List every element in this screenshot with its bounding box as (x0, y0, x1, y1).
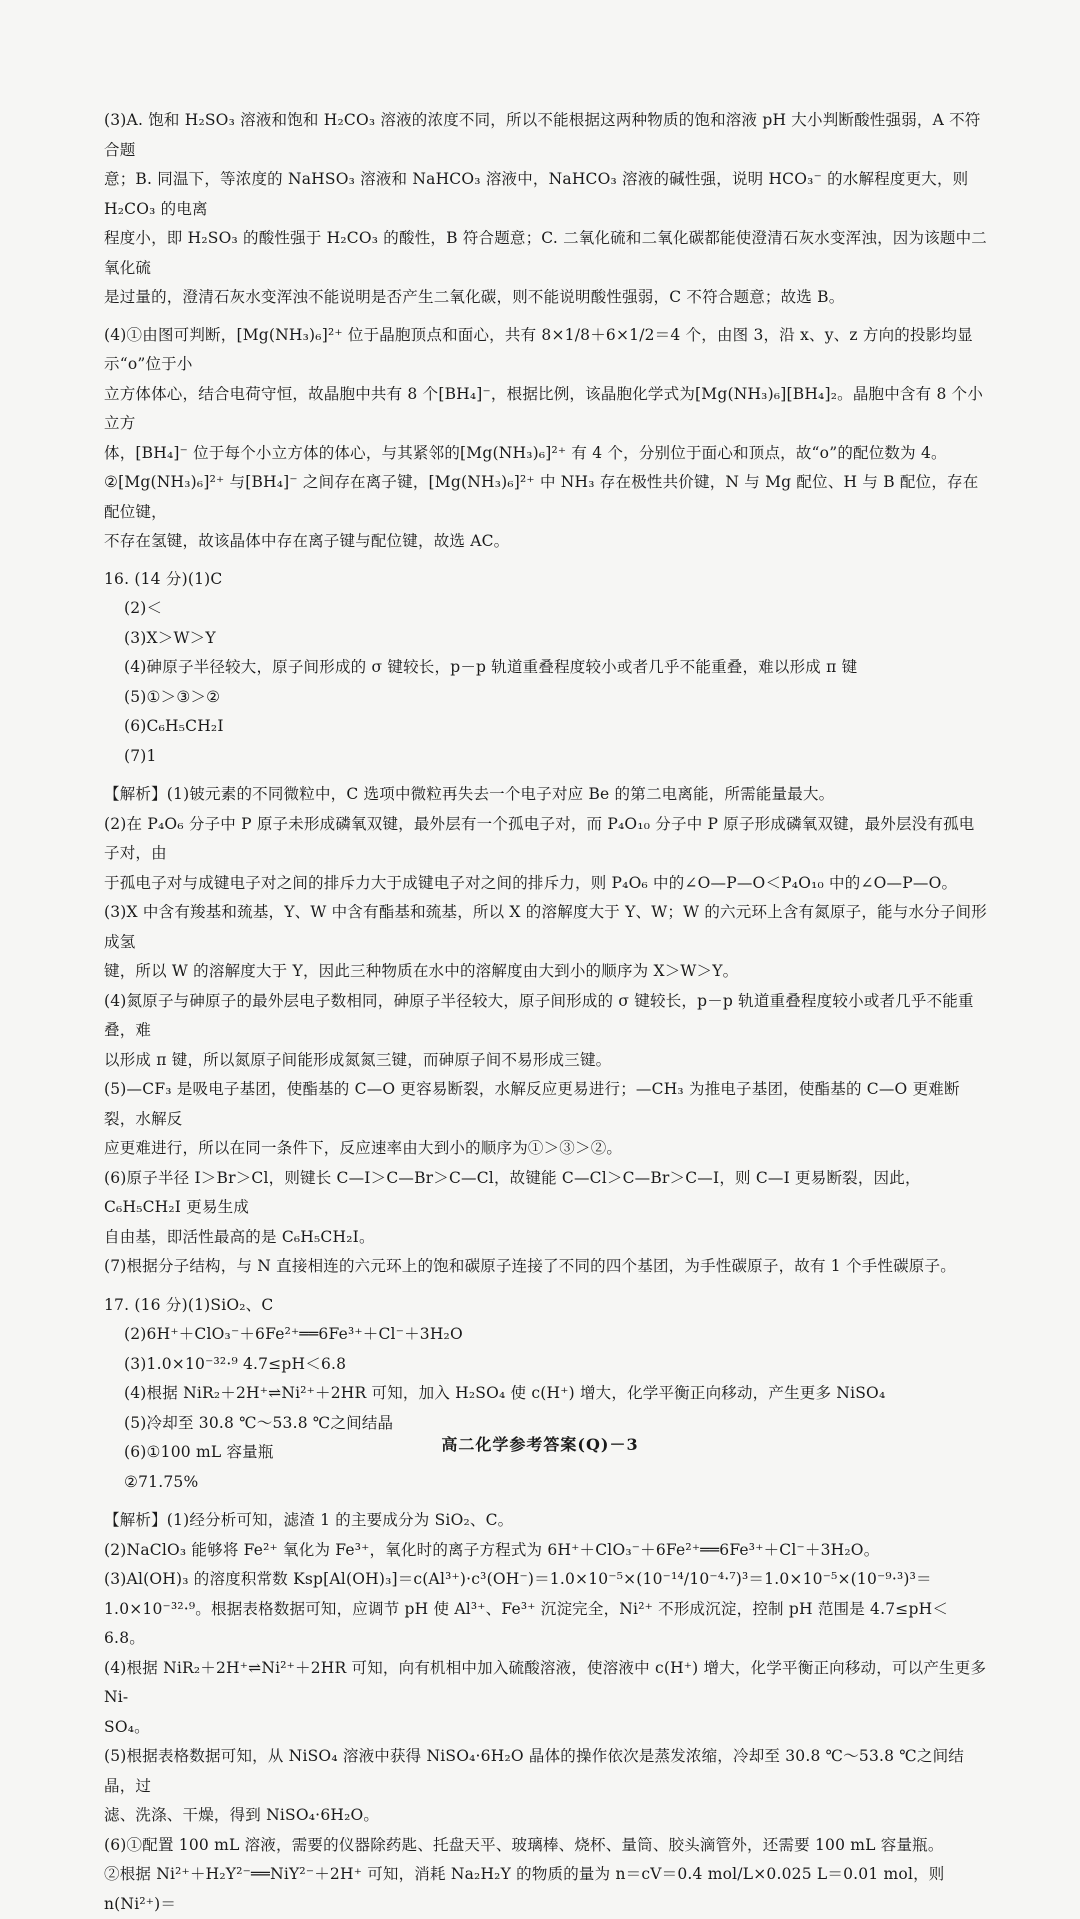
answer-item: (4)砷原子半径较大，原子间形成的 σ 键较长，p－p 轨道重叠程度较小或者几乎不能重叠，难以形成 π 键 (124, 658, 858, 676)
analysis-17 (104, 1506, 988, 1919)
answer-item: (2)6H⁺＋ClO₃⁻＋6Fe²⁺══6Fe³⁺＋Cl⁻＋3H₂O (124, 1325, 463, 1343)
analysis-line: (3)Al(OH)₃ 的溶度积常数 Ksp[Al(OH)₃]＝c(Al³⁺)·c³(OH⁻)＝1.0×10⁻⁵×(10⁻¹⁴/10⁻⁴·⁷)³＝1.0×10⁻⁵×(10⁻⁹·³)³＝ (104, 1570, 932, 1588)
analysis-line: (4)根据 NiR₂＋2H⁺⇌Ni²⁺＋2HR 可知，向有机相中加入硫酸溶液，使溶液中 c(H⁺) 增大，化学平衡正向移动，可以产生更多 Ni- (104, 1658, 987, 1706)
answer-list (104, 1320, 988, 1497)
answer-item: (5)冷却至 30.8 ℃～53.8 ℃之间结晶 (124, 1413, 394, 1432)
question-17 (104, 1291, 988, 1498)
analysis-line: 以形成 π 键，所以氮原子间能形成氮氮三键，而砷原子间不易形成三键。 (104, 1050, 612, 1069)
analysis-line: SO₄。 (104, 1717, 150, 1736)
analysis-line: 于孤电子对与成键电子对之间的排斥力大于成键电子对之间的排斥力，则 P₄O₆ 中的∠O—P—O＜P₄O₁₀ 中的∠O—P—O。 (104, 873, 958, 892)
text-line: 意；B. 同温下，等浓度的 NaHSO₃ 溶液和 NaHCO₃ 溶液中，NaHCO₃ 溶液的碱性强，说明 HCO₃⁻ 的水解程度更大，则 H₂CO₃ 的电离 (104, 170, 969, 218)
analysis-line: (3)X 中含有羧基和巯基，Y、W 中含有酯基和巯基，所以 X 的溶解度大于 Y、W；W 的六元环上含有氮原子，能与水分子间形成氢 (104, 903, 987, 951)
analysis-line: (6)①配置 100 mL 溶液，需要的仪器除药匙、托盘天平、玻璃棒、烧杯、量筒、胶头滴管外，还需要 100 mL 容量瓶。 (104, 1835, 944, 1854)
analysis-16 (104, 780, 988, 1282)
question-heading: 17. (16 分)(1)SiO₂、C (104, 1295, 274, 1314)
analysis-line: 【解析】(1)经分析可知，滤渣 1 的主要成分为 SiO₂、C。 (104, 1511, 514, 1529)
text-line: (3)A. 饱和 H₂SO₃ 溶液和饱和 H₂CO₃ 溶液的浓度不同，所以不能根据这两种物质的饱和溶液 pH 大小判断酸性强弱，A 不符合题 (104, 111, 981, 159)
analysis-line: 应更难进行，所以在同一条件下，反应速率由大到小的顺序为①＞③＞②。 (104, 1139, 623, 1157)
answer-item: (7)1 (124, 746, 157, 765)
analysis-line: (2)NaClO₃ 能够将 Fe²⁺ 氧化为 Fe³⁺，氧化时的离子方程式为 6H⁺＋ClO₃⁻＋6Fe²⁺══6Fe³⁺＋Cl⁻＋3H₂O。 (104, 1540, 880, 1559)
answer-item: (3)X＞W＞Y (124, 628, 216, 647)
analysis-line: 自由基，即活性最高的是 C₆H₅CH₂I。 (104, 1227, 375, 1246)
answer-item: ②71.75% (124, 1472, 199, 1491)
text-line: 立方体体心，结合电荷守恒，故晶胞中共有 8 个[BH₄]⁻，根据比例，该晶胞化学式为[Mg(NH₃)₆][BH₄]₂。晶胞中含有 8 个小立方 (104, 384, 984, 432)
text-line: 是过量的，澄清石灰水变浑浊不能说明是否产生二氧化碳，则不能说明酸性强弱，C 不符合题意；故选 B。 (104, 288, 845, 306)
analysis-line: (4)氮原子与砷原子的最外层电子数相同，砷原子半径较大，原子间形成的 σ 键较长，p－p 轨道重叠程度较小或者几乎不能重叠，难 (104, 991, 974, 1039)
analysis-line: (2)在 P₄O₆ 分子中 P 原子未形成磷氧双键，最外层有一个孤电子对，而 P₄O₁₀ 分子中 P 原子形成磷氧双键，最外层没有孤电子对，由 (104, 814, 975, 862)
analysis-line: (5)—CF₃ 是吸电子基团，使酯基的 C—O 更容易断裂，水解反应更易进行；—CH₃ 为推电子基团，使酯基的 C—O 更难断裂，水解反 (104, 1080, 960, 1128)
answer-item: (3)1.0×10⁻³²·⁹ 4.7≤pH＜6.8 (124, 1354, 347, 1373)
answer-item: (6)①100 mL 容量瓶 (124, 1443, 274, 1461)
text-line: 不存在氢键，故该晶体中存在离子键与配位键，故选 AC。 (104, 532, 510, 550)
question-16 (104, 565, 988, 772)
analysis-line: (7)根据分子结构，与 N 直接相连的六元环上的饱和碳原子连接了不同的四个基团，为手性碳原子，故有 1 个手性碳原子。 (104, 1257, 956, 1275)
text-line: 体，[BH₄]⁻ 位于每个小立方体的体心，与其紧邻的[Mg(NH₃)₆]²⁺ 有 4 个，分别位于面心和顶点，故“o”的配位数为 4。 (104, 443, 947, 462)
page-footer: 高二化学参考答案(Q)－3 (441, 1435, 639, 1454)
analysis-line: 滤、洗涤、干燥，得到 NiSO₄·6H₂O。 (104, 1806, 380, 1824)
answer-list (104, 594, 988, 771)
analysis-line: (6)原子半径 I＞Br＞Cl，则键长 C—I＞C—Br＞C—Cl，故键能 C—Cl＞C—Br＞C—I，则 C—I 更易断裂，因此，C₆H₅CH₂I 更易生成 (104, 1168, 921, 1216)
answer-item: (6)C₆H₅CH₂I (124, 717, 224, 735)
paragraph-q15-3 (104, 106, 988, 313)
text-line: (4)①由图可判断，[Mg(NH₃)₆]²⁺ 位于晶胞顶点和面心，共有 8×1/8＋6×1/2＝4 个，由图 3，沿 x、y、z 方向的投影均显示“o”位于小 (104, 325, 973, 373)
analysis-line: 键，所以 W 的溶解度大于 Y，因此三种物质在水中的溶解度由大到小的顺序为 X＞W＞Y。 (104, 962, 739, 980)
text-line: ②[Mg(NH₃)₆]²⁺ 与[BH₄]⁻ 之间存在离子键，[Mg(NH₃)₆]²⁺ 中 NH₃ 存在极性共价键，N 与 Mg 配位、H 与 B 配位，存在配位键， (104, 473, 979, 521)
question-heading: 16. (14 分)(1)C (104, 569, 223, 588)
answer-item: (2)＜ (124, 599, 163, 617)
answer-item: (5)①＞③＞② (124, 687, 221, 706)
analysis-line: ②根据 Ni²⁺＋H₂Y²⁻══NiY²⁻＋2H⁺ 可知，消耗 Na₂H₂Y 的物质的量为 n＝cV＝0.4 mol/L×0.025 L＝0.01 mol，则 n(Ni²⁺)＝ (104, 1865, 945, 1913)
answer-item: (4)根据 NiR₂＋2H⁺⇌Ni²⁺＋2HR 可知，加入 H₂SO₄ 使 c(H⁺) 增大，化学平衡正向移动，产生更多 NiSO₄ (124, 1384, 886, 1402)
analysis-line: 1.0×10⁻³²·⁹。根据表格数据可知，应调节 pH 使 Al³⁺、Fe³⁺ 沉淀完全，Ni²⁺ 不形成沉淀，控制 pH 范围是 4.7≤pH＜6.8。 (104, 1599, 949, 1647)
analysis-line: (5)根据表格数据可知，从 NiSO₄ 溶液中获得 NiSO₄·6H₂O 晶体的操作依次是蒸发浓缩，冷却至 30.8 ℃～53.8 ℃之间结晶，过 (104, 1747, 964, 1795)
text-line: 程度小，即 H₂SO₃ 的酸性强于 H₂CO₃ 的酸性，B 符合题意；C. 二氧化硫和二氧化碳都能使澄清石灰水变浑浊，因为该题中二氧化硫 (104, 229, 987, 277)
analysis-line: 【解析】(1)铍元素的不同微粒中，C 选项中微粒再失去一个电子对应 Be 的第二电离能，所需能量最大。 (104, 785, 835, 803)
paragraph-q15-4 (104, 321, 988, 557)
